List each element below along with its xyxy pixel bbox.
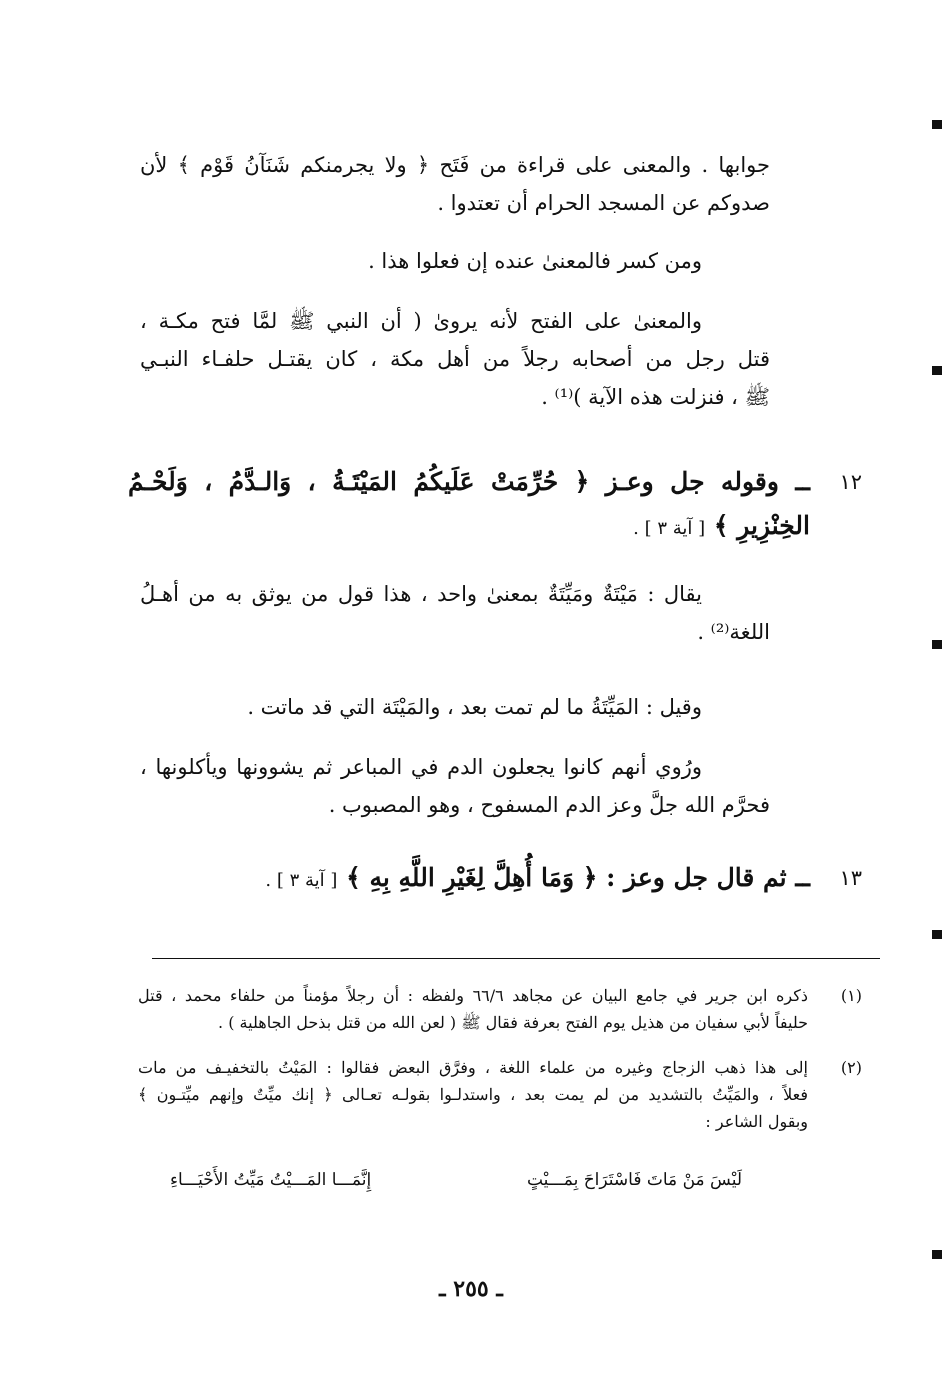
- top-paragraph: [140, 146, 770, 222]
- qila-paragraph: [140, 688, 702, 726]
- text-line: صدوكم عن المسجد الحرام أن تعتدوا .: [437, 191, 770, 215]
- poem-first-hemistich: لَيْسَ مَنْ مَاتَ فَاسْتَرَاحَ بِمَـــيْتٍ: [526, 1170, 742, 1190]
- margin-mark: [932, 640, 942, 649]
- text-line: والمعنىٰ على الفتح لأنه يروىٰ ( أن النبي ﷺ لمَّا فتح مكـة ،: [140, 309, 702, 333]
- footnote-number: (١): [840, 986, 862, 1005]
- footnote-line: وبقول الشاعر :: [705, 1112, 808, 1131]
- text-line: قتل رجل من أصحابه رجلاً من أهل مكة ، كان يقتـل حلفـاء النبـي: [140, 347, 770, 371]
- footnote-1: [138, 982, 862, 1036]
- text-line: ومن كسر فالمعنىٰ عنده إن فعلوا هذا .: [368, 249, 702, 273]
- footnote-line: فعلاً ، والمَيِّتُ بالتشديد من لم يمت بعد ، واستدلـوا بقولـه تعـالى ﴿ إنك ميِّتٌ وإنهم ميِّتـون ﴾: [138, 1085, 808, 1104]
- kasr-paragraph: [140, 242, 702, 280]
- footnote-separator: [152, 958, 880, 959]
- text-line: وقيل : المَيِّتَةُ ما لم تمت بعد ، والمَيْتَة التي قد ماتت .: [247, 695, 702, 719]
- footnote-line: حليفاً لأبي سفيان من هذيل يوم الفتح بعرفة فقال ﷺ ( لعن الله من قتل بذحل الجاهلية ) .: [218, 1013, 808, 1032]
- poem-second-hemistich: إِنَّمَـــا المَـــيْتُ مَيِّتُ الأَحْيَـــاءِ: [170, 1170, 372, 1190]
- poem-verse: [170, 1165, 742, 1195]
- text-line: فحرَّم الله جلَّ وعز الدم المسفوح ، وهو المصبوب .: [328, 793, 770, 817]
- text-line: ورُوي أنهم كانوا يجعلون الدم في المباعر ثم يشوونها ويأكلونها ،: [140, 755, 702, 779]
- text-line: اللغة⁽²⁾ .: [697, 620, 770, 644]
- page-number: ـ ٢٥٥ ـ: [439, 1276, 503, 1302]
- text-line: جوابها . والمعنى على قراءة من فَتَح ﴿ ولا يجرمنكم شَنَآنُ قَوْم ﴾ لأن: [140, 153, 770, 177]
- maytah-paragraph: [140, 575, 770, 651]
- heading-line: [128, 504, 810, 551]
- footnote-line: ذكره ابن جرير في جامع البيان عن مجاهد ٦٦/٦ ولفظه : أن رجلاً مؤمناً من حلفاء محمد ، قتل: [138, 986, 808, 1005]
- margin-mark: [932, 930, 942, 939]
- blood-paragraph: [140, 748, 770, 824]
- verse-reference: [ آية ٣ ] .: [633, 518, 706, 539]
- margin-mark: [932, 366, 942, 375]
- heading-line: [128, 856, 810, 903]
- footnote-2: [138, 1054, 862, 1135]
- heading-line-text: الخِنْزِيرِ ﴾: [713, 511, 810, 540]
- section-12-heading: [128, 460, 862, 556]
- section-13-heading: [128, 856, 862, 904]
- verse-reference: [ آية ٣ ] .: [265, 870, 338, 891]
- margin-mark: [932, 1250, 942, 1259]
- margin-mark: [932, 120, 942, 129]
- footnote-line: إلى هذا ذهب الزجاج وغيره من علماء اللغة ، وفرَّق البعض فقالوا : المَيْتُ بالتخفيـف من مات: [138, 1058, 808, 1077]
- text-line: يقال : مَيْتَةٌ ومَيِّتَةٌ بمعنىٰ واحد ، هذا قول من يوثق به من أهـلُ: [140, 582, 702, 606]
- fath-paragraph: [140, 302, 770, 416]
- section-number: ١٢: [839, 470, 862, 494]
- text-line: ﷺ ، فنزلت هذه الآية )⁽¹⁾ .: [541, 385, 770, 409]
- heading-line-text: ــ ثم قال جل وعز : ﴿ وَمَا أُهِلَّ لِغَيْرِ اللَّهِ بِهِ ﴾: [346, 863, 810, 892]
- footnote-number: (٢): [840, 1058, 862, 1077]
- section-number: ١٣: [839, 866, 862, 890]
- heading-line: ــ وقوله جل وعـز ﴿ حُرِّمَتْ عَلَيكُمُ المَيْتَـةُ ، وَالـدَّمُ ، وَلَحْـمُ: [128, 467, 810, 496]
